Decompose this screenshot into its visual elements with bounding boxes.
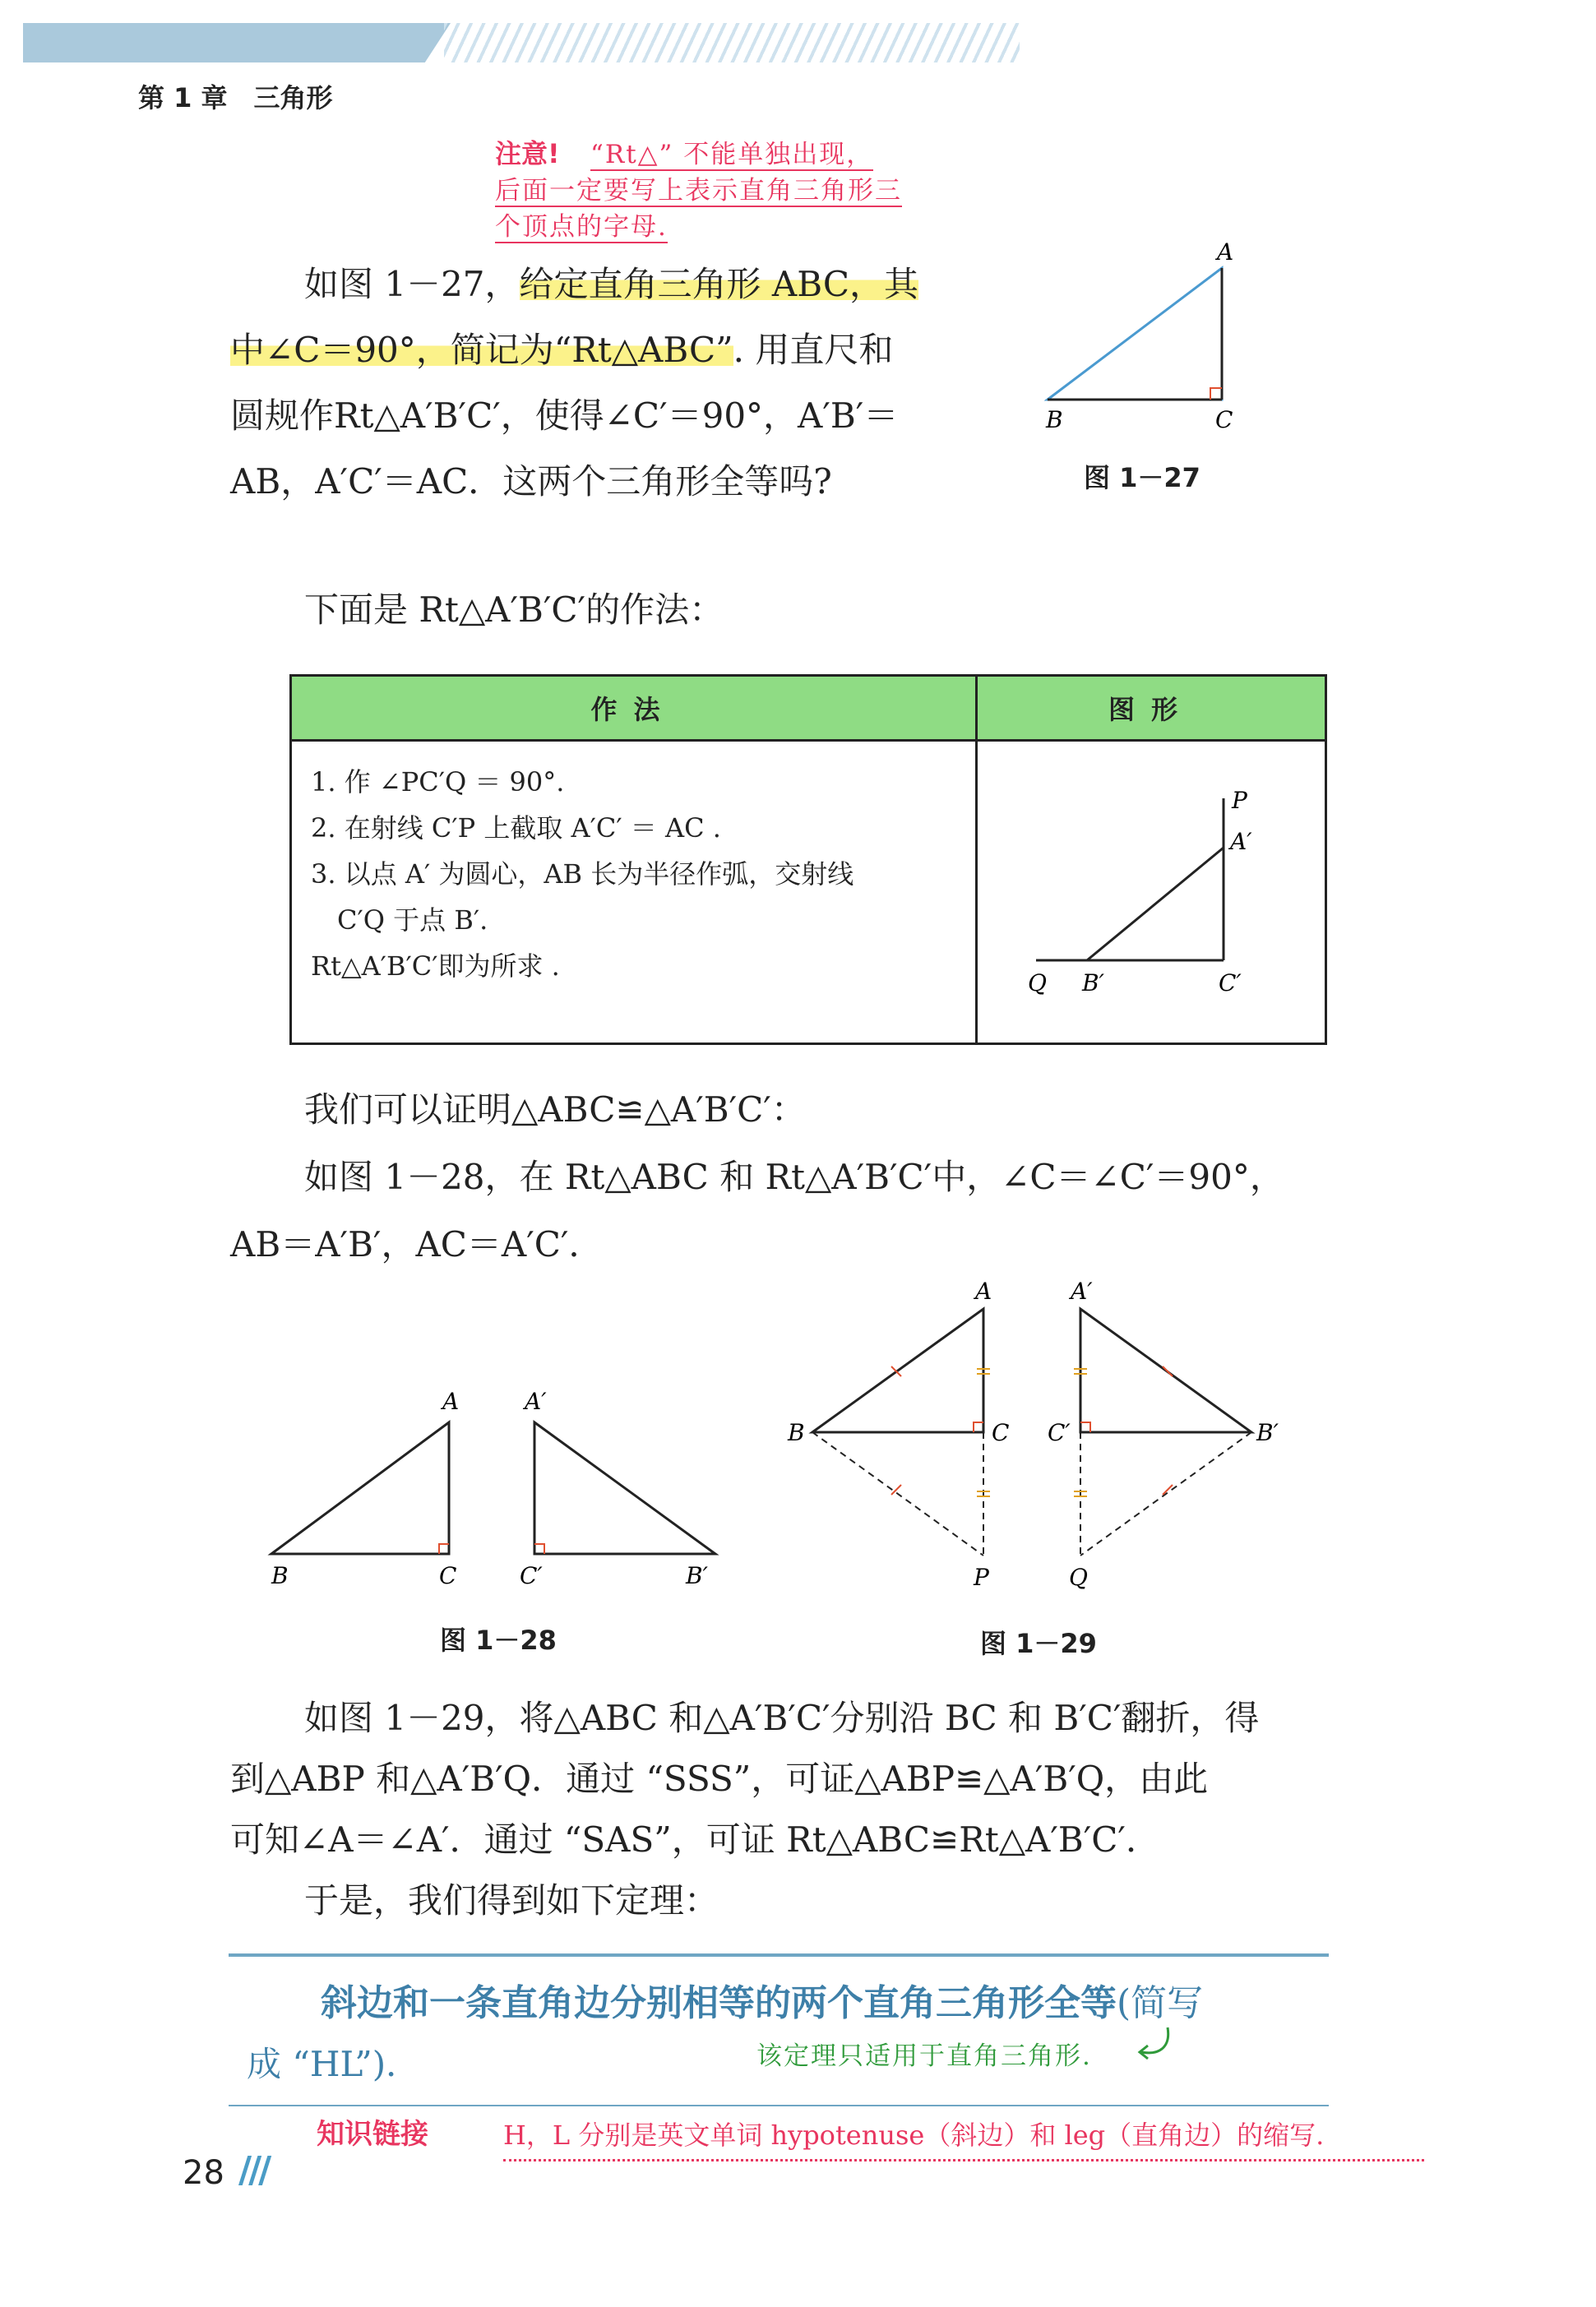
- label-A: A: [1217, 238, 1234, 266]
- construction-figure: [978, 742, 1324, 1038]
- note-line-3: 个顶点的字母.: [495, 212, 668, 242]
- figure-1-29: [773, 1274, 1299, 1603]
- label-B: B: [788, 1419, 805, 1446]
- intro-line-2: 中∠C＝90°，简记为“Rt△ABC”. 用直尺和: [230, 330, 894, 370]
- construction-table: [289, 674, 1327, 1045]
- page-number-slashes: ///: [238, 2149, 269, 2191]
- table-steps-cell: [291, 741, 977, 1044]
- label-C-prime: C′: [520, 1562, 543, 1589]
- label-A-prime: A′: [1071, 1278, 1093, 1305]
- label-C: C: [439, 1562, 457, 1589]
- intro-line-1: 如图 1－27，给定直角三角形 ABC，其: [304, 264, 918, 304]
- figure-1-29-caption: 图 1－29: [980, 1628, 1097, 1659]
- theorem-text: 斜边和一条直角边分别相等的两个直角三角形全等(简写: [321, 1982, 1204, 2024]
- para-line-1: 如图 1－29，将△ABC 和△A′B′C′分别沿 BC 和 B′C′翻折，得: [304, 1698, 1260, 1738]
- label-C-prime: C′: [1048, 1419, 1071, 1446]
- step-3-cont: C′Q 于点 B′.: [311, 904, 488, 936]
- curved-arrow-icon: [1135, 2023, 1184, 2064]
- label-C: C: [1215, 406, 1233, 433]
- label-B-prime: B′: [1082, 969, 1104, 996]
- label-C: C: [992, 1419, 1010, 1446]
- intro-line-3: 圆规作Rt△A′B′C′，使得∠C′＝90°，A′B′＝: [230, 395, 899, 436]
- intro-line-4: AB，A′C′＝AC．这两个三角形全等吗?: [230, 461, 832, 502]
- method-intro: 下面是 Rt△A′B′C′的作法：: [304, 589, 724, 630]
- figure-1-28-caption: 图 1－28: [440, 1625, 557, 1656]
- page-number: 28: [183, 2154, 224, 2192]
- label-Q: Q: [1028, 969, 1047, 996]
- label-C-prime: C′: [1219, 969, 1242, 996]
- figure-1-27-caption: 图 1－27: [1084, 462, 1200, 493]
- label-B: B: [1046, 406, 1063, 433]
- proof-line-2: 如图 1－28，在 Rt△ABC 和 Rt△A′B′C′中，∠C＝∠C′＝90°，: [304, 1157, 1284, 1197]
- chapter-title: 第 1 章 三角形: [138, 82, 333, 113]
- knowledge-link-text: H，L 分别是英文单词 hypotenuse（斜边）和 leg（直角边）的缩写.: [503, 2115, 1424, 2161]
- table-header-figure: 图形: [977, 676, 1326, 741]
- theorem-top-rule: [229, 1953, 1329, 1957]
- label-B-prime: B′: [1256, 1419, 1279, 1446]
- note-line-2: 后面一定要写上表示直角三角形三: [495, 176, 902, 206]
- step-2: 2. 在射线 C′P 上截取 A′C′ ＝ AC .: [311, 812, 721, 844]
- header-band: [23, 23, 451, 62]
- table-header-method: 作法: [291, 676, 977, 741]
- theorem-side-note: 该定理只适用于直角三角形.: [756, 2041, 1092, 2071]
- para-line-2: 到△ABP 和△A′B′Q．通过 “SSS”，可证△ABP≌△A′B′Q，由此: [230, 1759, 1209, 1799]
- para-line-3: 可知∠A＝∠A′．通过 “SAS”，可证 Rt△ABC≌Rt△A′B′C′．: [230, 1819, 1160, 1860]
- figure-1-27: [1028, 238, 1274, 436]
- label-A: A: [442, 1388, 460, 1415]
- label-A-prime: A′: [1230, 828, 1252, 855]
- step-3: 3. 以点 A′ 为圆心，AB 长为半径作弧，交射线: [311, 858, 854, 890]
- label-B: B: [271, 1562, 289, 1589]
- label-Q: Q: [1069, 1564, 1088, 1591]
- para-line-4: 于是，我们得到如下定理：: [304, 1880, 719, 1921]
- proof-line-3: AB＝A′B′，AC＝A′C′．: [230, 1224, 604, 1264]
- table-figure-cell: [977, 741, 1326, 1044]
- step-result: Rt△A′B′C′即为所求 .: [311, 950, 560, 982]
- label-P: P: [974, 1564, 989, 1591]
- step-1: 1. 作 ∠PC′Q ＝ 90°.: [311, 766, 565, 798]
- knowledge-link-label: 知识链接: [317, 2118, 428, 2151]
- proof-line-1: 我们可以证明△ABC≌△A′B′C′：: [304, 1089, 806, 1130]
- label-A: A: [975, 1278, 992, 1305]
- theorem-bottom-rule: [229, 2105, 1329, 2106]
- note-line-1: “Rt△” 不能单独出现，: [590, 140, 874, 169]
- label-P-text: P: [1232, 787, 1247, 814]
- theorem-line-2: 成 “HL”)．: [247, 2044, 421, 2084]
- label-A-prime: A′: [525, 1388, 547, 1415]
- header-hatch: [444, 23, 1020, 62]
- label-B-prime: B′: [686, 1562, 708, 1589]
- figure-1-28: [255, 1381, 748, 1595]
- note-label: 注意!: [495, 138, 560, 169]
